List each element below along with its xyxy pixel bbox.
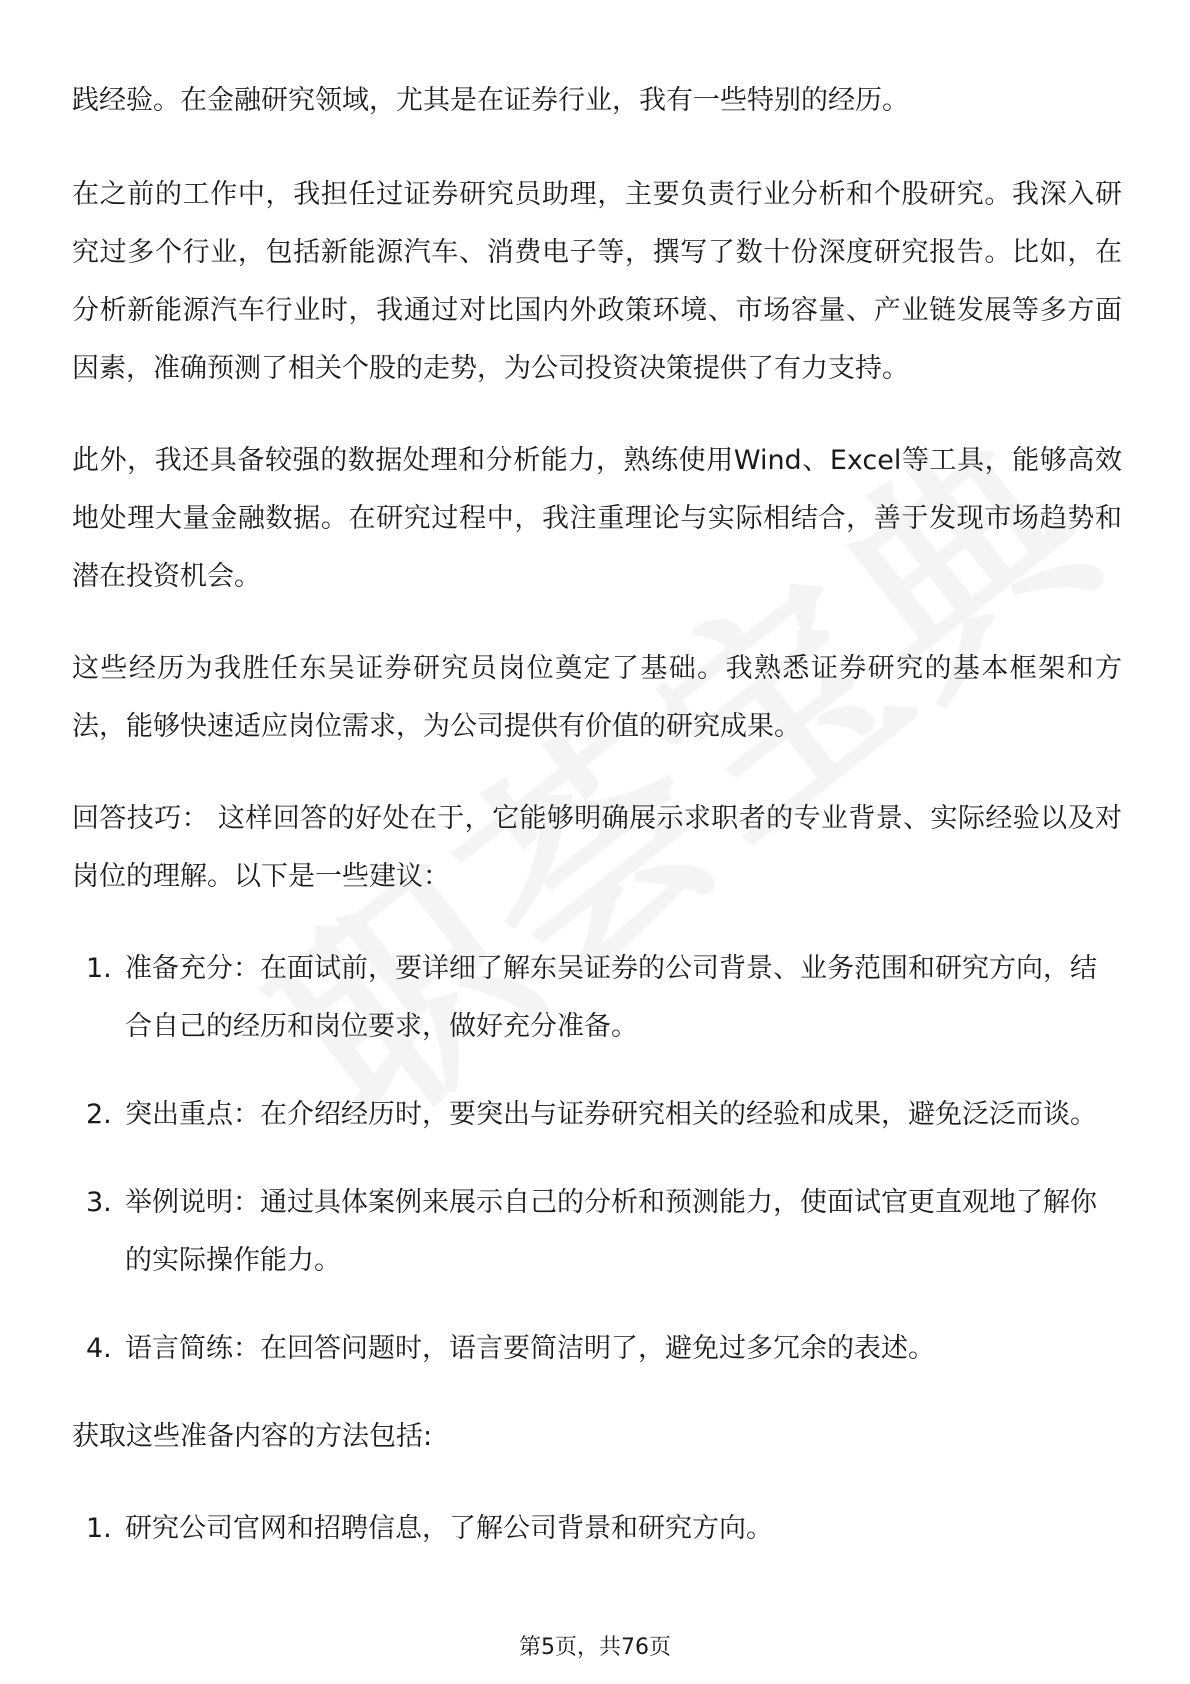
list-number: 1. [86,953,112,984]
list-item [72,940,1122,1056]
paragraph-work-experience: 在之前的工作中，我担任过证券研究员助理，主要负责行业分析和个股研究。我深入研究过多个行业，包括新能源汽车、消费电子等，撰写了数十份深度研究报告。比如，在分析新能源汽车行业时，我通过对比国内外政策环境、市场容量、产业链发展等多方面因素，准确预测了相关个股的走势，为公司投资决策提供了有力支持。 [72,179,1122,384]
list-number: 1. [86,1513,112,1544]
methods-list [72,1500,1122,1558]
list-text: 突出重点：在介绍经历时，要突出与证券研究相关的经验和成果，避免泛泛而谈。 [125,1099,1097,1130]
paragraph-methods-intro: 获取这些准备内容的方法包括: [72,1421,433,1452]
list-number: 4. [86,1333,112,1364]
list-item [72,1086,1122,1144]
list-item [72,1320,1122,1378]
list-text: 准备充分：在面试前，要详细了解东吴证券的公司背景、业务范围和研究方向，结合自己的经历和岗位要求，做好充分准备。 [125,953,1097,1042]
list-text: 研究公司官网和招聘信息，了解公司背景和研究方向。 [125,1513,773,1544]
list-text: 举例说明：通过具体案例来展示自己的分析和预测能力，使面试官更直观地了解你的实际操作能力。 [125,1187,1097,1276]
list-text: 语言简练：在回答问题时，语言要简洁明了，避免过多冗余的表述。 [125,1333,935,1364]
list-number: 3. [86,1187,112,1218]
list-item [72,1500,1122,1558]
list-number: 2. [86,1099,112,1130]
list-item [72,1174,1122,1290]
paragraph-continuation: 践经验。在金融研究领域，尤其是在证券行业，我有一些特别的经历。 [72,85,909,116]
paragraph-data-skills: 此外，我还具备较强的数据处理和分析能力，熟练使用Wind、Excel等工具，能够高效地处理大量金融数据。在研究过程中，我注重理论与实际相结合，善于发现市场趋势和潜在投资机会。 [72,445,1122,592]
page-number: 第5页，共76页 [519,1635,671,1660]
paragraph-answer-tips: 回答技巧： 这样回答的好处在于，它能够明确展示求职者的专业背景、实际经验以及对岗位的理解。以下是一些建议： [72,803,1122,892]
page-content [72,72,1122,1588]
tips-list [72,940,1122,1378]
paragraph-foundation: 这些经历为我胜任东吴证券研究员岗位奠定了基础。我熟悉证券研究的基本框架和方法，能够快速适应岗位需求，为公司提供有价值的研究成果。 [72,653,1122,742]
